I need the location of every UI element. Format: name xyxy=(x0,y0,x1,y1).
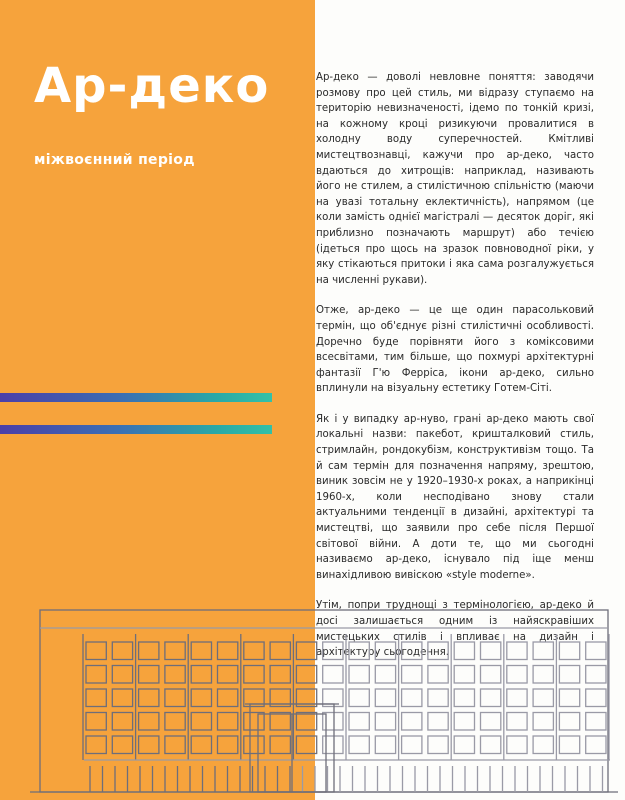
window xyxy=(402,713,422,731)
page-subtitle: міжвоєнний період xyxy=(34,152,195,168)
page-title: Ар-деко xyxy=(34,58,270,114)
window xyxy=(454,713,474,731)
body-text xyxy=(316,70,594,676)
window xyxy=(218,642,238,660)
window xyxy=(139,713,159,731)
window xyxy=(244,736,264,754)
window xyxy=(533,642,553,660)
building-outline xyxy=(40,610,608,792)
window xyxy=(481,713,501,731)
window xyxy=(86,642,106,660)
window xyxy=(270,666,290,684)
window xyxy=(375,689,395,707)
window xyxy=(533,713,553,731)
window xyxy=(218,713,238,731)
window xyxy=(349,736,369,754)
window xyxy=(481,666,501,684)
paragraph-1: Ар-деко — доволі невловне поняття: заводячи розмову про цей стиль, ми відразу ступаємо на територію невизначеності, ідемо по тонкій кризі, на кожному кроці ризикуючи провалитися в холодну воду суперечностей. Кмітливі мистецтвознавці, кажучи про ар-деко, часто вдаються до хитрощів: наприклад, називають його не стилем, а стилістичною спільністю (маючи на увазі тотальну еклектичність), напрямом (це коли замість однієї магістралі — десяток доріг, які приблизно позначають маршрут) або течією (ідеться про щось на зразок повноводної ріки, у яку стікаються притоки і яка сама розгалужується на численні рукави). xyxy=(316,72,594,286)
window xyxy=(244,666,264,684)
window xyxy=(296,713,316,731)
window xyxy=(454,736,474,754)
window xyxy=(165,642,185,660)
window xyxy=(428,689,448,707)
window xyxy=(559,666,579,684)
window xyxy=(270,736,290,754)
window xyxy=(454,689,474,707)
window xyxy=(296,642,316,660)
window xyxy=(86,736,106,754)
window xyxy=(191,666,211,684)
window xyxy=(323,666,343,684)
paragraph-3: Як і у випадку ар-нуво, грані ар-деко мають свої локальні назви: пакебот, кришталковий стиль, стримлайн, рондокубізм, конструктивізм тощо. Та й сам термін для позначення напряму, зрештою, виник зовсім не у 1920–1930-х роках, а наприкінці 1960-х, коли несподівано знову стали актуальними тенденції в дизайні, архітектурі та мистецтві, що заявили про себе після Першої світової війни. А доти те, що ми сьогодні називаємо ар-деко, існувало під іще менш винахідливою вивіскою «style moderne». xyxy=(316,413,594,581)
window xyxy=(191,736,211,754)
window xyxy=(112,713,132,731)
window xyxy=(586,666,606,684)
window xyxy=(507,689,527,707)
window xyxy=(559,713,579,731)
window xyxy=(402,642,422,660)
window xyxy=(270,642,290,660)
window xyxy=(323,642,343,660)
window xyxy=(533,736,553,754)
window xyxy=(112,689,132,707)
window xyxy=(244,713,264,731)
window xyxy=(139,642,159,660)
window xyxy=(349,689,369,707)
window xyxy=(191,713,211,731)
window xyxy=(191,642,211,660)
window xyxy=(86,666,106,684)
window xyxy=(402,736,422,754)
window xyxy=(586,642,606,660)
window xyxy=(139,736,159,754)
window xyxy=(481,689,501,707)
decorative-stripe-bottom xyxy=(0,425,272,434)
window xyxy=(454,666,474,684)
window xyxy=(218,689,238,707)
window xyxy=(507,736,527,754)
window xyxy=(86,713,106,731)
window xyxy=(559,689,579,707)
window xyxy=(428,713,448,731)
window xyxy=(454,642,474,660)
window xyxy=(349,666,369,684)
paragraph-4: Утім, попри труднощі з термінологією, ар-деко й досі залишається одним із найяскравіших мистецьких стилів і впливає на дизайн і архітектуру сьогодення. xyxy=(316,600,594,659)
window xyxy=(375,642,395,660)
window xyxy=(349,713,369,731)
window xyxy=(481,642,501,660)
window xyxy=(507,642,527,660)
window xyxy=(586,713,606,731)
window xyxy=(349,642,369,660)
window xyxy=(112,666,132,684)
window xyxy=(533,689,553,707)
window xyxy=(375,666,395,684)
window xyxy=(507,713,527,731)
window xyxy=(428,736,448,754)
window xyxy=(586,689,606,707)
window xyxy=(507,666,527,684)
window xyxy=(428,642,448,660)
window xyxy=(296,736,316,754)
window xyxy=(139,689,159,707)
window xyxy=(112,642,132,660)
window xyxy=(296,666,316,684)
window xyxy=(218,666,238,684)
window xyxy=(428,666,448,684)
window xyxy=(533,666,553,684)
window xyxy=(586,736,606,754)
paragraph-2: Отже, ар-деко — це ще один парасольковий термін, що об'єднує різні стилістичні особливості. Доречно буде порівняти його з коміксовими всесвітами, тим більше, що похмурі архітектурні фантазії Г'ю Ферріса, ікони ар-деко, сильно вплинули на візуальну естетику Готем-Сіті. xyxy=(316,305,594,395)
window xyxy=(244,642,264,660)
window xyxy=(559,736,579,754)
decorative-stripe-top xyxy=(0,393,272,402)
window xyxy=(165,666,185,684)
window xyxy=(270,713,290,731)
window xyxy=(559,642,579,660)
window xyxy=(139,666,159,684)
window xyxy=(481,736,501,754)
window xyxy=(402,689,422,707)
window xyxy=(375,736,395,754)
building-line-drawing-icon xyxy=(0,590,625,800)
window xyxy=(112,736,132,754)
window xyxy=(165,689,185,707)
window xyxy=(218,736,238,754)
window xyxy=(165,736,185,754)
window xyxy=(402,666,422,684)
window xyxy=(86,689,106,707)
window xyxy=(191,689,211,707)
window xyxy=(165,713,185,731)
window xyxy=(375,713,395,731)
